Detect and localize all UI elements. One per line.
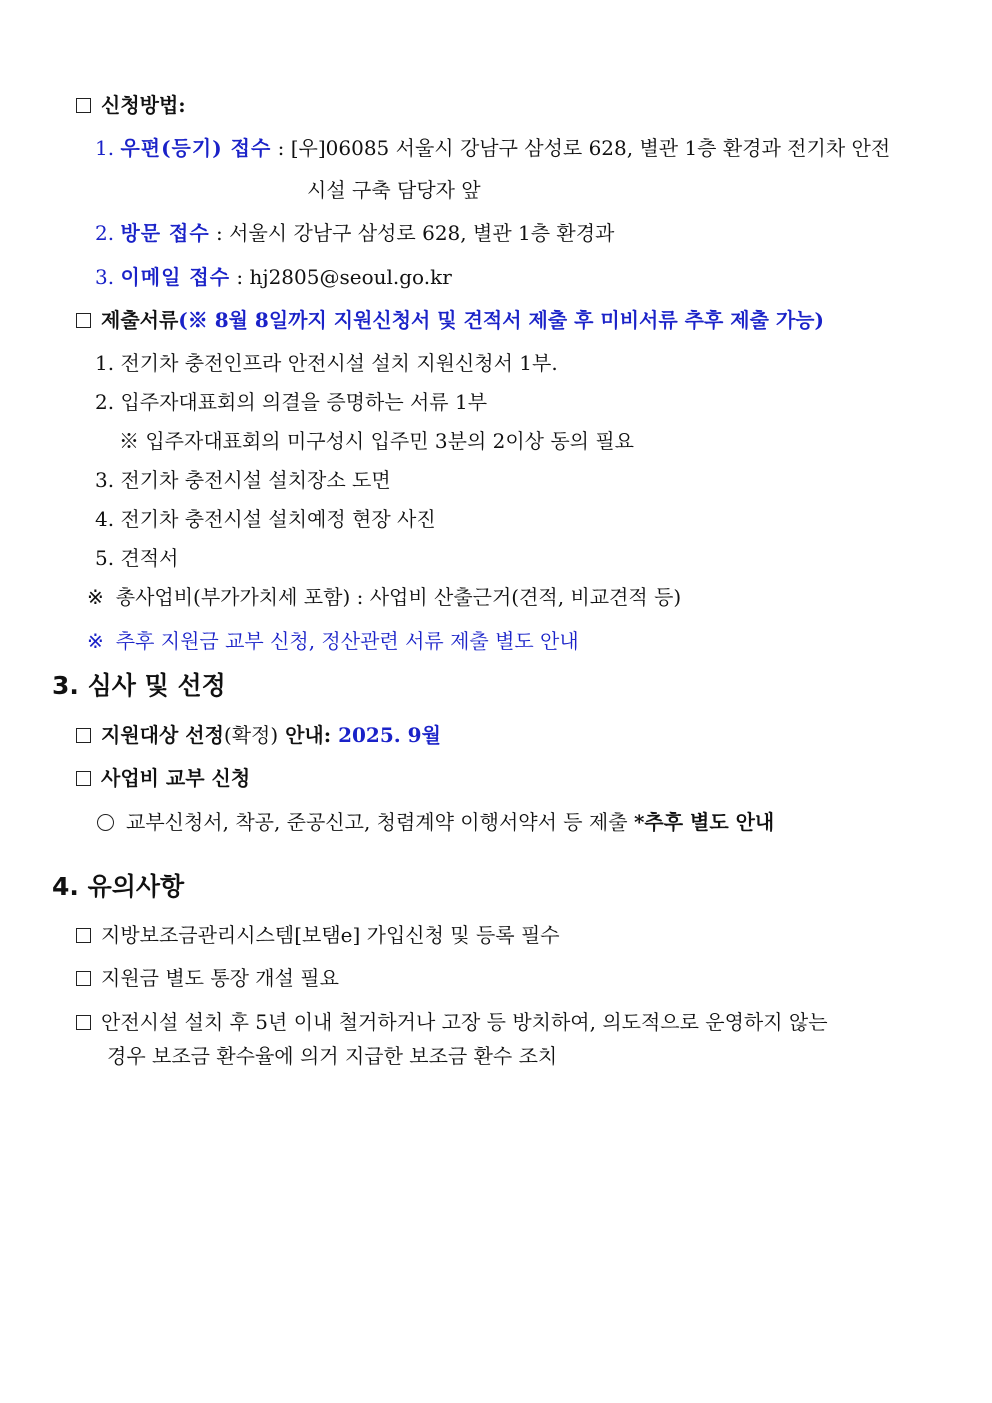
grant-application-item: 교부신청서, 착공, 준공신고, 청렴계약 이행서약서 등 제출 *추후 별도 안내: [97, 809, 774, 835]
method-title: 신청방법:: [76, 92, 186, 118]
document-item-1: 1. 전기차 충전인프라 안전시설 설치 지원신청서 1부.: [95, 351, 558, 375]
document-reference-guide: ※ 추후 지원금 교부 신청, 정산관련 서류 제출 별도 안내: [87, 629, 579, 653]
selection-notice: 지원대상 선정(확정) 안내: 2025. 9월: [76, 722, 441, 748]
checkbox-square-icon: [76, 928, 91, 943]
method-item-mail-cont: 시설 구축 담당자 앞: [307, 178, 481, 202]
reference-mark-icon: ※: [87, 629, 104, 653]
method-item-email: 3. 이메일 접수 : hj2805@seoul.go.kr: [95, 265, 452, 289]
checkbox-square-icon: [76, 771, 91, 786]
checkbox-square-icon: [76, 971, 91, 986]
reference-mark-icon: ※: [87, 585, 104, 609]
document-item-3: 3. 전기차 충전시설 설치장소 도면: [95, 468, 391, 492]
documents-title: 제출서류(※ 8월 8일까지 지원신청서 및 견적서 제출 후 미비서류 추후 제출 가능): [76, 307, 824, 333]
note-item-3: 안전시설 설치 후 5년 이내 철거하거나 고장 등 방치하여, 의도적으로 운영하지 않는: [76, 1009, 828, 1035]
checkbox-square-icon: [76, 1015, 91, 1030]
note-item-3-cont: 경우 보조금 환수율에 의거 지급한 보조금 환수 조치: [107, 1044, 558, 1068]
method-item-mail: 1. 우편(등기) 접수 : [우]06085 서울시 강남구 삼성로 628, 별관 1층 환경과 전기차 안전: [95, 136, 891, 160]
email-address: hj2805@seoul.go.kr: [249, 265, 452, 289]
document-item-5: 5. 견적서: [95, 546, 179, 570]
checkbox-square-icon: [76, 98, 91, 113]
document-item-2: 2. 입주자대표회의 의결을 증명하는 서류 1부: [95, 390, 488, 414]
grant-application-title: 사업비 교부 신청: [76, 765, 250, 791]
method-item-visit: 2. 방문 접수 : 서울시 강남구 삼성로 628, 별관 1층 환경과: [95, 221, 615, 245]
circle-bullet-icon: [97, 814, 114, 831]
document-item-4: 4. 전기차 충전시설 설치예정 현장 사진: [95, 507, 436, 531]
document-item-2-note: ※ 입주자대표회의 미구성시 입주민 3분의 2이상 동의 필요: [119, 429, 634, 453]
section-heading-notes: 4. 유의사항: [52, 872, 185, 901]
checkbox-square-icon: [76, 728, 91, 743]
note-item-2: 지원금 별도 통장 개설 필요: [76, 965, 339, 991]
document-reference-cost: ※ 총사업비(부가가치세 포함) : 사업비 산출근거(견적, 비교견적 등): [87, 585, 682, 609]
checkbox-square-icon: [76, 313, 91, 328]
note-item-1: 지방보조금관리시스템[보탬e] 가입신청 및 등록 필수: [76, 922, 560, 948]
section-heading-review: 3. 심사 및 선정: [52, 671, 226, 700]
